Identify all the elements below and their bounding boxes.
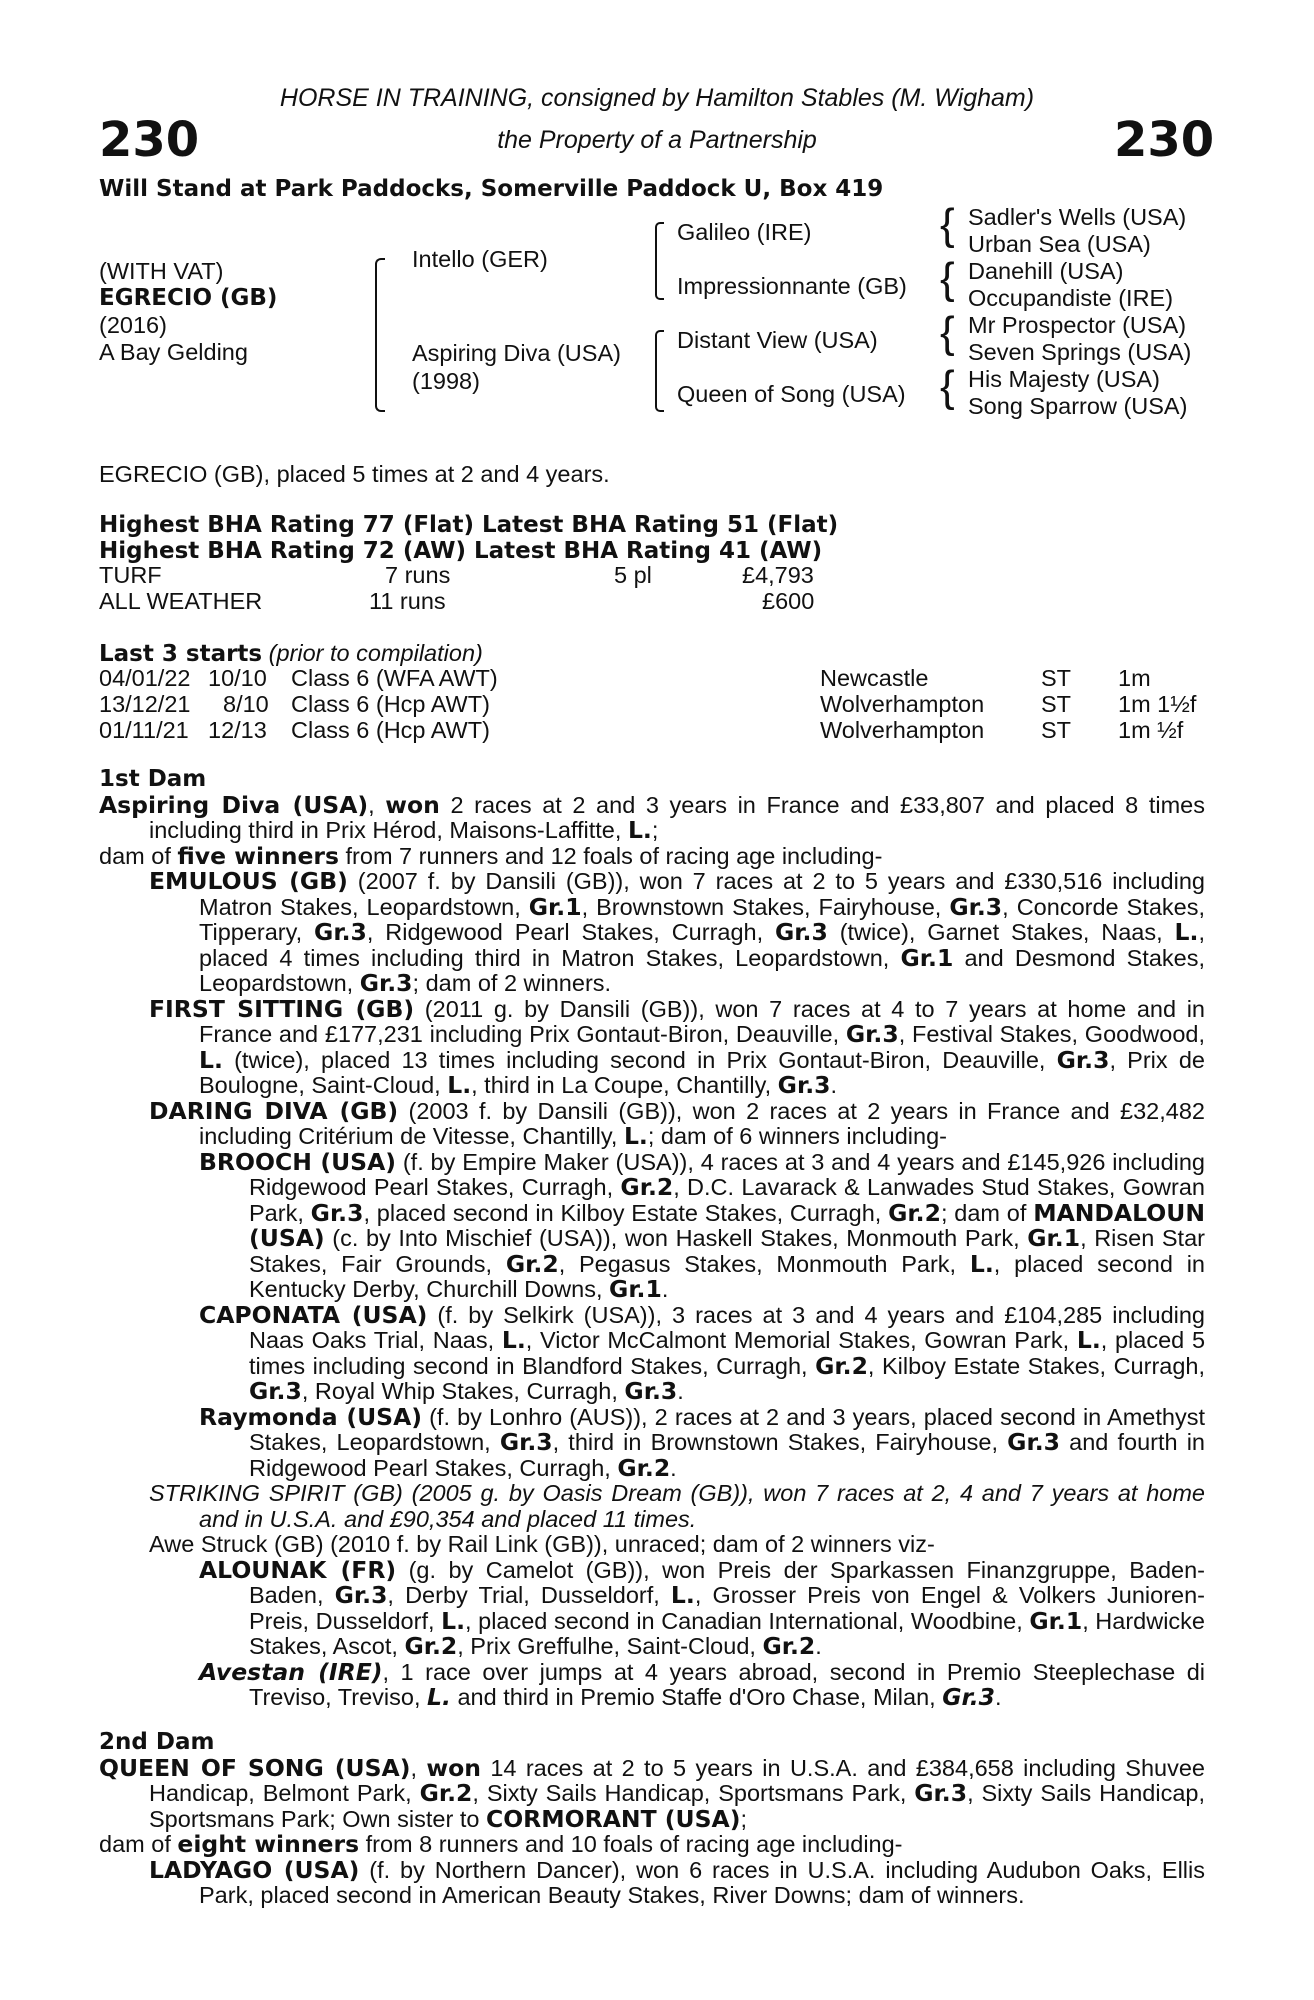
ladyago-name: LADYAGO (USA) <box>149 1855 360 1884</box>
horse-description: A Bay Gelding <box>99 339 248 365</box>
produce-raymonda: Raymonda (USA) (f. by Lonhro (AUS)), 2 races at 2 and 3 years, placed second in Amethyst Stakes, Leopardstown, Gr.3, third in Brownstown Stakes, Fairyhouse, Gr.3 and fourth in Ridgewood Pearl Stakes, Curragh, Gr.2. <box>199 1402 1205 1482</box>
start-2-pos: 8/10 <box>223 691 269 717</box>
pedigree-brace-main <box>375 258 385 412</box>
grandsire-3: Danehill (USA) <box>968 258 1124 284</box>
start-1-course: Newcastle <box>820 665 929 691</box>
record-aw-runs: 11 runs <box>369 588 446 614</box>
produce-ladyago: LADYAGO (USA) (f. by Northern Dancer), won 6 races in U.S.A. including Audubon Oaks, Ellis Park, placed second in American Beauty Stakes, River Downs; dam of winners. <box>149 1855 1206 1908</box>
record-turf-earnings: £4,793 <box>742 562 814 588</box>
record-turf-runs: 7 runs <box>385 562 451 588</box>
produce-first-sitting: FIRST SITTING (GB) (2011 g. by Dansili (GB)), won 7 races at 4 to 7 years at home and in France and £177,231 including Prix Gontaut-Biron, Deauville, Gr.3, Festival Stakes, Goodwood, L. (twice), placed 13 times including second in Prix Gontaut-Biron, Deauville, Gr.3, Prix de Boulogne, Saint-Cloud, L., third in La Coupe, Chantilly, Gr.3. <box>149 994 1206 1099</box>
start-1-dist: 1m <box>1118 665 1151 691</box>
grandsire-8: Song Sparrow (USA) <box>968 393 1188 419</box>
first-dam-entry: Aspiring Diva (USA), won 2 races at 2 and 3 years in France and £33,807 and placed 8 times including third in Prix Hérod, Maisons-Laffitte, L.; <box>99 790 1205 844</box>
sire-dam: Impressionnante (GB) <box>677 273 907 299</box>
start-3-dist: 1m ½f <box>1118 717 1184 743</box>
sire-sire: Galileo (IRE) <box>677 219 812 245</box>
first-dam-name: Aspiring Diva (USA) <box>99 790 369 819</box>
start-1-going: ST <box>1041 665 1072 691</box>
caponata-name: CAPONATA (USA) <box>199 1300 428 1329</box>
produce-awe-struck: Awe Struck (GB) (2010 f. by Rail Link (GB)), unraced; dam of 2 winners viz- <box>149 1531 935 1557</box>
record-turf-placed: 5 pl <box>614 562 652 588</box>
start-1-pos: 10/10 <box>208 665 267 691</box>
dam-sire: Distant View (USA) <box>677 327 878 353</box>
produce-emulous: EMULOUS (GB) (2007 f. by Dansili (GB)), won 7 races at 2 to 5 years and £330,516 including Matron Stakes, Leopardstown, Gr.1, Brownstown Stakes, Fairyhouse, Gr.3, Concorde Stakes, Tipperary, Gr.3, Ridgewood Pearl Stakes, Curragh, Gr.3 (twice), Garnet Stakes, Naas, L., placed 4 times including third in Matron Stakes, Leopardstown, Gr.1 and Desmond Stakes, Leopardstown, Gr.3; dam of 2 winners. <box>149 867 1205 997</box>
start-2-class: Class 6 (Hcp AWT) <box>291 691 490 717</box>
start-2-going: ST <box>1041 691 1072 717</box>
first-dam-section <box>99 767 1205 1711</box>
location-line: Will Stand at Park Paddocks, Somerville Paddock U, Box 419 <box>99 176 884 202</box>
dam-dam: Queen of Song (USA) <box>677 381 906 407</box>
last-starts-title: Last 3 starts <box>99 641 263 667</box>
avestan-name: Avestan (IRE) <box>199 1657 383 1686</box>
mandaloun-name: MANDALOUN (USA) <box>249 1198 1205 1252</box>
horse-name: EGRECIO (GB) <box>99 285 278 311</box>
brace-glyph-2: { <box>940 254 955 303</box>
start-2-course: Wolverhampton <box>820 691 985 717</box>
brace-glyph-1: { <box>940 200 955 249</box>
brooch-name: BROOCH (USA) <box>199 1147 397 1176</box>
dam-year: (1998) <box>412 368 480 394</box>
property-line: the Property of a Partnership <box>497 126 817 154</box>
start-3-date: 01/11/21 <box>99 717 189 743</box>
grandsire-4: Occupandiste (IRE) <box>968 285 1174 311</box>
first-dam-won: won <box>385 790 440 819</box>
first-sitting-name: FIRST SITTING (GB) <box>149 994 415 1023</box>
cormorant-name: CORMORANT (USA) <box>485 1804 741 1833</box>
sire-name: Intello (GER) <box>412 246 548 272</box>
start-3-pos: 12/13 <box>208 717 267 743</box>
grandsire-2: Urban Sea (USA) <box>968 231 1151 257</box>
first-dam-heading: 1st Dam <box>99 766 207 792</box>
daring-diva-name: DARING DIVA (GB) <box>149 1096 399 1125</box>
grandsire-7: His Majesty (USA) <box>968 366 1160 392</box>
pedigree-brace-sire <box>655 222 664 300</box>
last-starts-heading <box>99 642 483 666</box>
produce-avestan: Avestan (IRE), 1 race over jumps at 4 years abroad, second in Premio Steeplechase di Treviso, Treviso, L. and third in Premio Staffe d'Oro Chase, Milan, Gr.3. <box>199 1657 1205 1711</box>
produce-daring-diva: DARING DIVA (GB) (2003 f. by Dansili (GB)), won 2 races at 2 years in France and £32,482 including Critérium de Vitesse, Chantilly, L.; dam of 6 winners including- <box>149 1096 1205 1150</box>
last-starts-note: (prior to compilation) <box>268 640 483 666</box>
second-dam-entry: QUEEN OF SONG (USA), won 14 races at 2 to 5 years in U.S.A. and £384,658 including Shuvee Handicap, Belmont Park, Gr.2, Sixty Sails Handicap, Sportsmans Park, Gr.3, Sixty Sails Handicap, Sportsmans Park; Own sister to CORMORANT (USA); <box>99 1753 1205 1833</box>
start-1-date: 04/01/22 <box>99 665 191 691</box>
lot-number-right: 230 <box>1114 112 1215 168</box>
second-dam-produce-line: dam of eight winners from 8 runners and 10 foals of racing age including- <box>99 1830 903 1858</box>
rating-line-aw: Highest BHA Rating 72 (AW) Latest BHA Rating 41 (AW) <box>99 538 823 564</box>
first-dam-produce-line: dam of five winners from 7 runners and 12 foals of racing age including- <box>99 841 883 870</box>
second-dam-heading: 2nd Dam <box>99 1729 215 1755</box>
emulous-name: EMULOUS (GB) <box>149 867 348 895</box>
start-2-dist: 1m 1½f <box>1118 691 1197 717</box>
vat-label: (WITH VAT) <box>99 258 224 284</box>
grandsire-5: Mr Prospector (USA) <box>968 312 1187 338</box>
start-3-course: Wolverhampton <box>820 717 985 743</box>
start-3-going: ST <box>1041 717 1072 743</box>
produce-brooch: BROOCH (USA) (f. by Empire Maker (USA)), 4 races at 3 and 4 years and £145,926 including Ridgewood Pearl Stakes, Curragh, Gr.2, D.C. Lavarack & Lanwades Stud Stakes, Gowran Park, Gr.3, placed second in Kilboy Estate Stakes, Curragh, Gr.2; dam of MANDALOUN (USA) (c. by Into Mischief (USA)), won Haskell Stakes, Monmouth Park, Gr.1, Risen Star Stakes, Fair Grounds, Gr.2, Pegasus Stakes, Monmouth Park, L., placed second in Kentucky Derby, Churchill Downs, Gr.1. <box>199 1147 1206 1303</box>
dam-name: Aspiring Diva (USA) <box>412 340 621 366</box>
horse-year: (2016) <box>99 312 167 338</box>
race-summary: EGRECIO (GB), placed 5 times at 2 and 4 years. <box>99 461 610 487</box>
lot-number-left: 230 <box>99 112 200 168</box>
record-aw-surface: ALL WEATHER <box>99 588 263 614</box>
second-dam-name: QUEEN OF SONG (USA) <box>99 1753 411 1782</box>
pedigree-brace-dam <box>655 330 664 412</box>
produce-caponata: CAPONATA (USA) (f. by Selkirk (USA)), 3 races at 3 and 4 years and £104,285 including Naas Oaks Trial, Naas, L., Victor McCalmont Memorial Stakes, Gowran Park, L., placed 5 times including second in Blandford Stakes, Curragh, Gr.2, Kilboy Estate Stakes, Curragh, Gr.3, Royal Whip Stakes, Curragh, Gr.3. <box>199 1300 1206 1405</box>
start-3-class: Class 6 (Hcp AWT) <box>291 717 490 743</box>
second-dam-section <box>99 1730 1205 1909</box>
start-2-date: 13/12/21 <box>99 691 191 717</box>
start-1-class: Class 6 (WFA AWT) <box>291 665 498 691</box>
brace-glyph-4: { <box>940 362 955 411</box>
produce-alounak: ALOUNAK (FR) (g. by Camelot (GB)), won Preis der Sparkassen Finanzgruppe, Baden-Baden, Gr.3, Derby Trial, Dusseldorf, L., Grosser Preis von Engel & Volkers Junioren-Preis, Dusseldorf, L., placed second in Canadian International, Woodbine, Gr.1, Hardwicke Stakes, Ascot, Gr.2, Prix Greffulhe, Saint-Cloud, Gr.2. <box>199 1555 1206 1660</box>
record-aw-earnings: £600 <box>762 588 815 614</box>
rating-line-flat: Highest BHA Rating 77 (Flat) Latest BHA Rating 51 (Flat) <box>99 512 839 538</box>
grandsire-6: Seven Springs (USA) <box>968 339 1192 365</box>
grandsire-1: Sadler's Wells (USA) <box>968 204 1187 230</box>
record-turf-surface: TURF <box>99 562 162 588</box>
raymonda-name: Raymonda (USA) <box>199 1402 423 1431</box>
alounak-name: ALOUNAK (FR) <box>199 1555 397 1584</box>
brace-glyph-3: { <box>940 308 955 357</box>
produce-striking-spirit: STRIKING SPIRIT (GB) (2005 g. by Oasis Dream (GB)), won 7 races at 2, 4 and 7 years at home and in U.S.A. and £90,354 and placed 11 times. <box>149 1480 1205 1532</box>
consignor-line: HORSE IN TRAINING, consigned by Hamilton Stables (M. Wigham) <box>279 84 1035 112</box>
